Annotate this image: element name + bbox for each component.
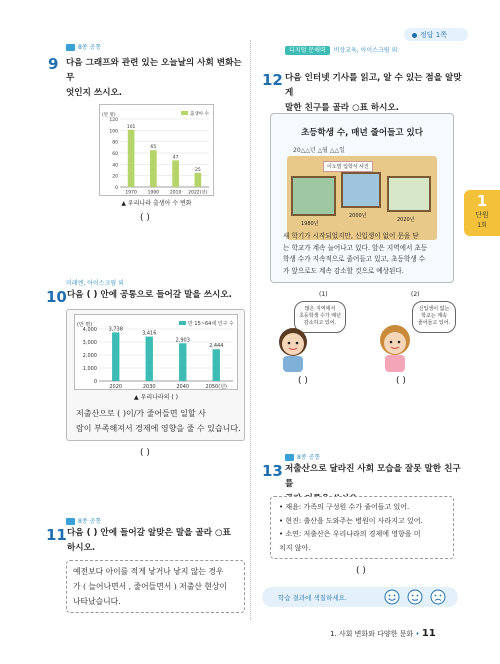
article-date: 20△△년 △월 △△일 <box>293 147 345 154</box>
kid1-label: (1) <box>319 291 328 298</box>
y-tick-label: 3,000 <box>82 340 97 346</box>
legend-swatch <box>181 111 188 115</box>
y-tick-label: 120 <box>109 118 118 123</box>
bar <box>172 160 179 187</box>
x-tick-label: 2010 <box>169 190 182 196</box>
legend-label: 만 15~64세 인구 수 <box>188 321 234 327</box>
legend-swatch <box>179 321 186 325</box>
self-check-label: 학습 결과에 색칠하세요. <box>278 594 347 602</box>
q10-question: 다음 ( ) 안에 공통으로 들어갈 말을 쓰시오. <box>67 290 232 300</box>
article-box <box>270 113 454 283</box>
q9-chart <box>99 104 214 196</box>
data-label: 47 <box>172 155 179 161</box>
data-label: 2,444 <box>209 343 224 350</box>
bar <box>195 173 202 187</box>
photo-year-1980: 1980년 <box>301 221 319 227</box>
photo-banner: 이노빌 입학식 사진 <box>323 161 373 172</box>
unit-tab <box>464 190 500 236</box>
q12-answer-1[interactable]: ( ) <box>298 376 308 386</box>
q9-answer[interactable]: ( ) <box>140 213 150 223</box>
self-check-bar <box>262 587 458 607</box>
page-number: 11 <box>421 628 436 639</box>
photo-1980 <box>291 176 336 216</box>
article-title: 초등학생 수, 매년 줄어들고 있다 <box>301 128 423 138</box>
y-tick-label: 4,000 <box>82 327 97 333</box>
photo-2020 <box>387 176 431 212</box>
footer <box>330 628 436 639</box>
q13-answer[interactable]: ( ) <box>356 566 366 576</box>
q11-number: 11 <box>46 526 67 544</box>
y-tick-label: 20 <box>112 174 118 180</box>
q9-question: 다음 그래프와 관련 있는 오늘날의 사회 변화는 무 엇인지 쓰시오. <box>66 58 242 98</box>
y-tick-label: 100 <box>109 129 118 135</box>
bar <box>213 349 220 381</box>
q12-badge: 디지털 문해력 비상교육, 아이스크림 외 <box>285 45 397 54</box>
x-tick-label: 2050(년) <box>205 384 227 390</box>
face-icons[interactable] <box>384 589 450 605</box>
data-label: 3,416 <box>142 330 157 337</box>
bar <box>146 337 153 381</box>
x-tick-label: 2040 <box>176 384 190 390</box>
y-tick-label: 60 <box>112 152 118 157</box>
q10-chart <box>74 314 238 390</box>
neutral-face-icon <box>408 590 422 604</box>
bar <box>179 343 186 381</box>
q11-question: 다음 ( ) 안에 들어갈 알맞은 말을 골라 ○표 하시오. <box>67 528 231 553</box>
q9-bar-chart <box>100 105 215 197</box>
sad-face-icon <box>431 590 445 604</box>
dot-icon <box>412 33 417 38</box>
kid1-bubble: 많은 지역에서 초등학생 수가 매년 감소하고 있어. <box>294 301 346 333</box>
y-unit-label: (만 명) <box>102 113 116 118</box>
q12-number: 12 <box>262 71 283 89</box>
unit-number: 1 <box>476 192 488 210</box>
x-tick-label: 1970 <box>125 190 137 196</box>
q11-box: 예전보다 아이를 적게 낳거나 낳지 않는 경우 가 ( 늘어나면서 , 줄어들면서 ) 저출산 현상이 나타났습니다. <box>66 560 245 613</box>
kid2-label: (2) <box>411 291 420 298</box>
article-image <box>287 156 437 240</box>
y-tick-label: 0 <box>115 186 118 191</box>
q9-caption: ▲ 우리나라 출생아 수 변화 <box>121 200 192 207</box>
q10-number: 10 <box>46 288 67 306</box>
x-tick-label: 2030 <box>142 384 156 390</box>
q13-number: 13 <box>262 462 283 480</box>
q10-tag: 미래엔, 아이스크림 외 <box>66 280 124 287</box>
x-tick-label: 2020 <box>109 384 123 390</box>
data-label: 3,738 <box>108 326 123 333</box>
x-tick-label: 2022(년) <box>188 190 208 196</box>
q11-tag: 8종 공통 <box>66 516 101 525</box>
y-unit-label: (만 명) <box>77 322 93 328</box>
y-tick-label: 1,000 <box>82 366 97 372</box>
q12-answer-2[interactable]: ( ) <box>396 376 406 386</box>
kid2-illustration <box>373 318 417 372</box>
photo-2000 <box>341 172 381 208</box>
x-tick-label: 1990 <box>147 190 160 196</box>
q9-number: 9 <box>48 55 59 73</box>
y-tick-label: 0 <box>93 379 97 385</box>
q9-tag: 8종 공통 <box>66 42 101 51</box>
q13-tag: 8종 공통 <box>285 452 320 461</box>
q10-caption: ▲ 우리나라의 ( ) <box>134 394 178 401</box>
y-tick-label: 2,000 <box>82 353 97 359</box>
q10-bar-chart <box>75 315 239 391</box>
bar <box>128 130 135 187</box>
photo-year-2020: 2020년 <box>397 217 415 223</box>
footer-chapter: 1. 사회 변화와 다양한 문화 <box>330 630 414 638</box>
kid1-illustration <box>272 320 314 372</box>
session-label: 1회 <box>477 222 487 229</box>
legend-label: 출생아 수 <box>190 112 209 117</box>
q12-question: 다음 인터넷 기사를 읽고, 알 수 있는 점을 알맞게 말한 친구를 골라 ○표 하시오. <box>285 73 462 113</box>
q13-box: • 재윤: 가족의 구성원 수가 줄어들고 있어. • 현진: 출산을 도와주는 병원이 사라지고 있어. • 소연: 저출산은 우리나라의 경제에 영향을 미 치지 않아. <box>270 496 454 559</box>
happy-face-icon <box>385 590 399 604</box>
unit-label: 단원 <box>475 211 489 219</box>
data-label: 2,903 <box>175 337 190 344</box>
article-text: 새 학기가 시작되었지만, 신입생이 없어 문을 닫 는 학교가 계속 늘어나고 있다. 앞은 지역에서 초등 학생 수가 지속적으로 줄어들고 있고, 초등학생 수 가 앞으로도 계속 감소할 것으로 예상된다. <box>283 232 428 275</box>
bar <box>150 150 157 187</box>
data-label: 25 <box>195 167 201 173</box>
data-label: 101 <box>126 124 136 130</box>
bar <box>112 332 119 381</box>
q13-question: 저출산으로 달라진 사회 모습을 잘못 말한 친구를 <box>285 464 461 489</box>
y-tick-label: 40 <box>112 163 118 169</box>
q10-body: 저출산으로 ( )이/가 줄어들면 일할 사 람이 부족해져서 경제에 영향을 줄 수 있습니다. <box>76 409 241 433</box>
photo-year-2000: 2000년 <box>349 213 367 219</box>
data-label: 65 <box>150 145 157 151</box>
q10-answer[interactable]: ( ) <box>140 448 150 458</box>
kid2-bubble: 신입생이 없는 학교는 계속 줄어들고 있어. <box>412 301 456 333</box>
y-tick-label: 80 <box>112 140 118 146</box>
answer-ref: 정답 1쪽 <box>404 28 468 41</box>
footer-dot: • <box>415 630 420 638</box>
